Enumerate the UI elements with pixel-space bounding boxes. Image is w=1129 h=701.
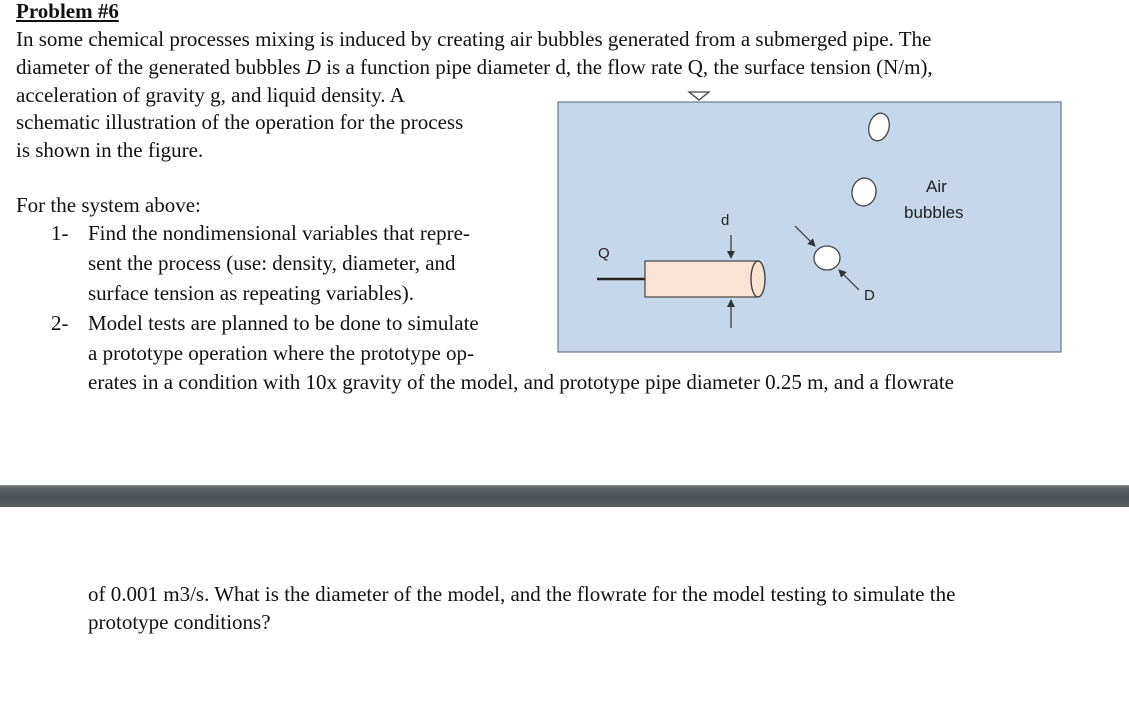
question-1-line-3: surface tension as repeating variables). <box>88 281 414 305</box>
problem-title: Problem #6 <box>16 0 119 23</box>
question-2-line-3: erates in a condition with 10x gravity of the model, and prototype pipe diameter 0.25 m, and a flowrate <box>88 370 955 394</box>
system-heading: For the system above: <box>16 193 201 217</box>
question-2-number: 2- <box>51 311 69 335</box>
continued-line-1: of 0.001 m3/s. What is the diameter of the model, and the flowrate for the model testing to simulate the <box>88 582 956 606</box>
question-2-line-2: a prototype operation where the prototype op- <box>88 341 475 365</box>
question-1-line-1: Find the nondimensional variables that repre- <box>88 221 470 245</box>
question-2-line-1: Model tests are planned to be done to simulate <box>88 311 479 335</box>
bubble-measured <box>814 246 840 270</box>
water-tank <box>558 102 1061 352</box>
free-surface-symbol <box>689 92 709 100</box>
intro-line-5: is shown in the figure. <box>16 138 204 162</box>
intro-line-1: In some chemical processes mixing is induced by creating air bubbles generated from a submerged pipe. The <box>16 27 932 51</box>
intro-line-2-part-a: diameter of the generated bubbles <box>16 55 306 79</box>
intro-line-4: schematic illustration of the operation for the process <box>16 110 464 134</box>
submerged-pipe <box>645 261 765 297</box>
intro-line-2 <box>16 53 933 81</box>
intro-line-3: acceleration of gravity g, and liquid density. A <box>16 83 405 107</box>
intro-line-2-part-b: is a function pipe diameter d, the flow rate Q, the surface tension (N/m), <box>320 55 933 79</box>
question-1-number: 1- <box>51 221 69 245</box>
page-break-bar <box>0 485 1129 507</box>
bubble-schematic-figure <box>557 90 1063 354</box>
flow-rate-label: Q <box>598 245 610 262</box>
bubble-diameter-label: D <box>864 287 875 304</box>
bubbles-label: bubbles <box>904 203 964 222</box>
continued-line-2: prototype conditions? <box>88 610 271 634</box>
pipe-diameter-label: d <box>721 212 730 229</box>
question-1-line-2: sent the process (use: density, diameter, and <box>88 251 456 275</box>
bubble-diameter-variable: D <box>305 55 321 79</box>
air-label: Air <box>926 177 947 196</box>
